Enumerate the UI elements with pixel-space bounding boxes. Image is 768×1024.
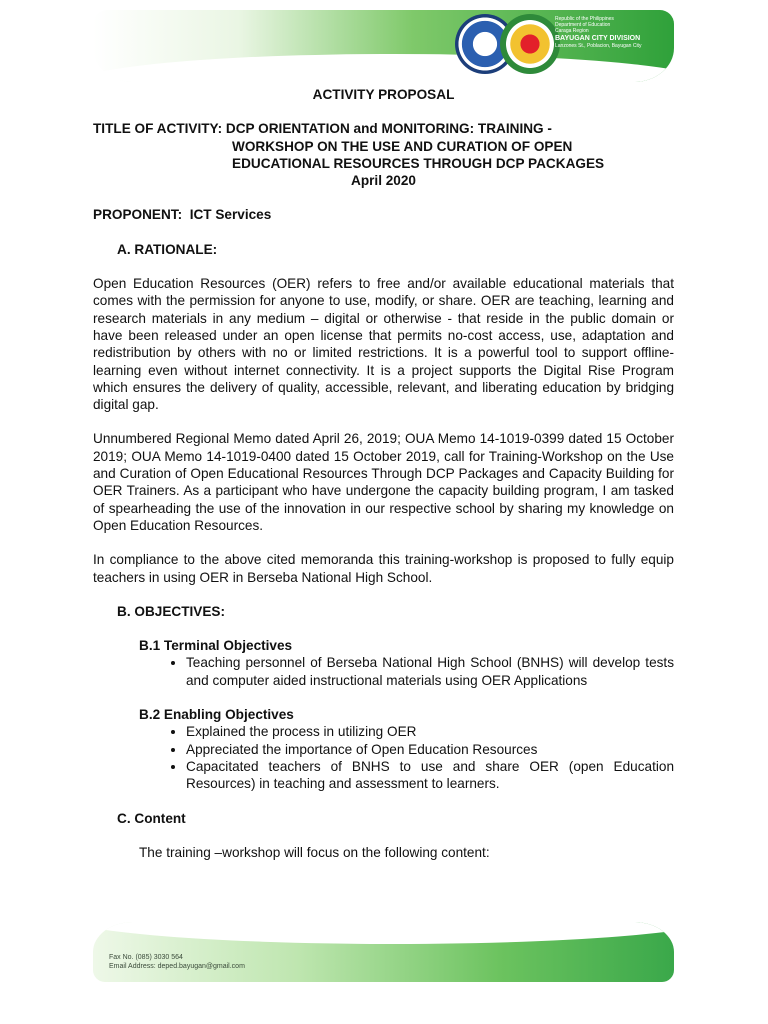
header-address [555, 16, 675, 49]
document-body [93, 86, 674, 861]
list-item: • Appreciated the importance of Open Education Resources [186, 741, 674, 758]
proponent-label: PROPONENT: [93, 207, 183, 223]
rationale-paragraph: Open Education Resources (OER) refers to free and/or available educational materials that comes with the permission for anyone to use, modify, or share. OER are teaching, learning and research materials in any medium – digital or otherwise - that reside in the public domain or have been released under an open license that permits no-cost access, use, adaptation and redistribution by others with no or limited restrictions. It is a powerful tool to support offline-learning even without internet connectivity. It is a project supports the Digital Rise Program which ensures the delivery of quality, accessible, relevant, and liberating education by bridging digital gap. [93, 276, 674, 413]
rationale-paragraph: In compliance to the above cited memoranda this training-workshop is proposed to fully equip teachers in using OER in Berseba National High School. [93, 552, 674, 585]
footer-fax: Fax No. (085) 3030 564 [109, 954, 183, 961]
footer-email: Email Address: deped.bayugan@gmail.com [109, 963, 245, 970]
title-line: WORKSHOP ON THE USE AND CURATION OF OPEN [232, 138, 573, 154]
section-objectives: B. OBJECTIVES: [117, 603, 226, 619]
list-item: • Teaching personnel of Berseba National High School (BNHS) will develop tests and computer aided instructional materials using OER Applications [186, 654, 674, 689]
section-rationale: A. RATIONALE: [117, 241, 218, 257]
header-line: Caraga Region [555, 28, 589, 34]
terminal-objectives-list [93, 654, 674, 689]
footer-contact [109, 953, 245, 971]
content-intro: The training –workshop will focus on the following content: [139, 844, 490, 860]
division-seal-icon [500, 14, 560, 74]
title-line: DCP ORIENTATION and MONITORING: TRAINING - [225, 121, 552, 137]
enabling-objectives-title: B.2 Enabling Objectives [139, 707, 294, 723]
title-label: TITLE OF ACTIVITY: [93, 121, 223, 137]
header-line: Department of Education [555, 22, 611, 28]
list-item: • Capacitated teachers of BNHS to use and share OER (open Education Resources) in teaching and assessment to learners. [186, 758, 674, 793]
rationale-paragraph: Unnumbered Regional Memo dated April 26, 2019; OUA Memo 14-1019-0399 dated 15 October 2019; OUA Memo 14-1019-0400 dated 15 October 2019, call for Training-Workshop on the Use and Curation of Open Educational Resources Through DCP Packages and Capacity Building for OER Trainers. As a participant who have undergone the capacity building program, I am tasked of spearheading the use of the innovation in our respective school by sharing my knowledge on Open Education Resources. [93, 431, 674, 533]
title-date: April 2020 [351, 173, 416, 189]
proponent [93, 206, 674, 223]
proponent-value: ICT Services [189, 207, 272, 223]
footer-banner [93, 922, 674, 982]
header-line: Republic of the Philippines [555, 16, 614, 22]
section-content: C. Content [117, 810, 186, 826]
header-line: Lanzones St., Poblacion, Bayugan City [555, 43, 642, 49]
list-item: • Explained the process in utilizing OER [186, 723, 674, 740]
division-name: BAYUGAN CITY DIVISION [555, 35, 641, 42]
terminal-objectives-title: B.1 Terminal Objectives [139, 638, 293, 654]
activity-title [93, 120, 674, 189]
enabling-objectives-list [93, 723, 674, 792]
title-line: EDUCATIONAL RESOURCES THROUGH DCP PACKAGES [232, 155, 605, 171]
doc-heading: ACTIVITY PROPOSAL [312, 87, 455, 102]
